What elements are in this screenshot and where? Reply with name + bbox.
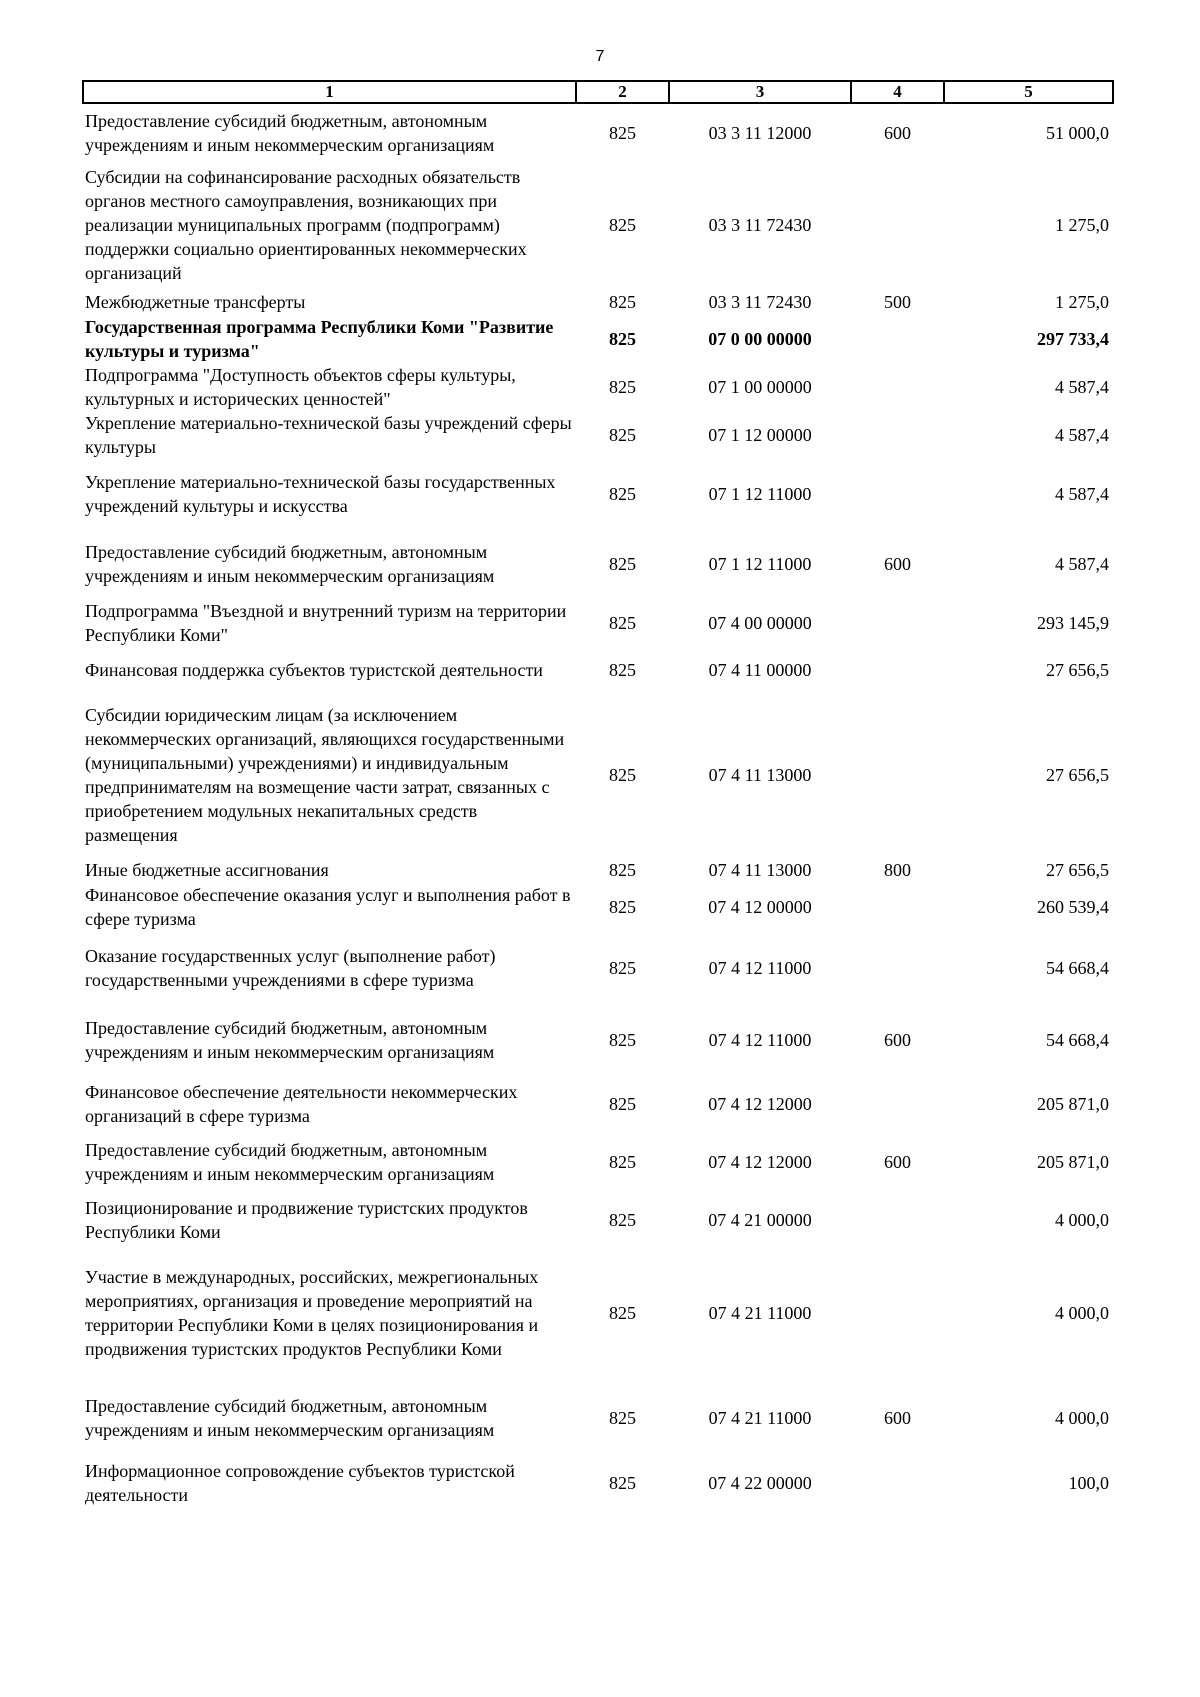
table-body: [83, 103, 1113, 1507]
row-expense-type: [851, 1459, 944, 1507]
row-name: Финансовая поддержка субъектов туристской деятельности: [85, 660, 543, 680]
row-expense-type: 600: [884, 1030, 911, 1050]
row-name: Субсидии юридическим лицам (за исключением некоммерческих организаций, являющихся государственными (муниципальными) учреждениями) и индивидуальным предпринимателям на возмещение части затрат, связанных с приобретением модульных некапитальных средств размещения: [85, 705, 565, 845]
row-name: Субсидии на софинансирование расходных обязательств органов местного самоуправления, возникающих при реализации муниципальных программ (подпрограмм) поддержки социально ориентированных некоммерческих организаций: [85, 167, 527, 283]
row-name: Предоставление субсидий бюджетным, автономным учреждениям и иным некоммерческим организациям: [85, 542, 495, 586]
row-name: Подпрограмма "Доступность объектов сферы культуры, культурных и исторических ценностей": [85, 365, 516, 409]
row-grbs-code: 825: [609, 425, 636, 445]
row-sum: 4 587,4: [1055, 484, 1109, 504]
row-target-article: 07 1 12 11000: [708, 554, 812, 574]
row-grbs-code: 825: [609, 897, 636, 917]
row-target-article: 07 4 22 00000: [708, 1473, 812, 1493]
row-sum: 51 000,0: [1046, 122, 1109, 143]
column-header-1: 1: [83, 81, 576, 103]
row-name: Предоставление субсидий бюджетным, автономным учреждениям и иным некоммерческим организациям: [85, 1018, 495, 1062]
row-sum: 27 656,5: [1046, 860, 1109, 880]
row-grbs-code: 825: [609, 1210, 636, 1230]
row-target-article: 03 3 11 12000: [708, 122, 812, 143]
row-expense-type: 600: [884, 554, 911, 574]
row-sum: 205 871,0: [1037, 1152, 1109, 1172]
table-header: [83, 81, 1113, 103]
table-row: [83, 693, 1113, 857]
row-grbs-code: 825: [609, 1152, 636, 1172]
column-header-4: 4: [851, 81, 944, 103]
row-sum: 100,0: [1068, 1473, 1109, 1493]
row-name: Иные бюджетные ассигнования: [85, 860, 329, 880]
row-expense-type: [851, 1249, 944, 1377]
row-expense-type: [851, 161, 944, 289]
row-target-article: 03 3 11 72430: [708, 215, 812, 235]
row-sum: 1 275,0: [1055, 292, 1109, 312]
row-grbs-code: 825: [609, 122, 636, 143]
row-expense-type: 600: [884, 1152, 911, 1172]
row-name: Подпрограмма "Въездной и внутренний туризм на территории Республики Коми": [85, 601, 567, 645]
row-sum: 260 539,4: [1037, 897, 1109, 917]
row-grbs-code: 825: [609, 1030, 636, 1050]
row-grbs-code: 825: [609, 292, 636, 312]
row-target-article: 07 4 11 00000: [708, 660, 812, 680]
row-grbs-code: 825: [609, 613, 636, 633]
row-sum: 4 000,0: [1055, 1210, 1109, 1230]
table-row: [83, 459, 1113, 529]
row-expense-type: 600: [884, 122, 911, 143]
row-target-article: 07 4 00 00000: [708, 613, 812, 633]
column-header-3: 3: [669, 81, 851, 103]
table-row: [83, 1249, 1113, 1377]
row-name: Участие в международных, российских, межрегиональных мероприятиях, организация и проведение мероприятий на территории Республики Коми в целях позиционирования и продвижения туристских продуктов Республики Коми: [85, 1267, 539, 1359]
row-expense-type: [851, 599, 944, 647]
row-grbs-code: 825: [609, 660, 636, 680]
row-sum: 4 587,4: [1055, 554, 1109, 574]
row-grbs-code: 825: [609, 860, 636, 880]
row-name: Предоставление субсидий бюджетным, автономным учреждениям и иным некоммерческим организациям: [85, 1140, 495, 1184]
row-sum: 4 000,0: [1055, 1408, 1109, 1428]
table-row: [83, 883, 1113, 931]
row-target-article: 07 0 00 00000: [708, 329, 812, 349]
row-grbs-code: 825: [609, 554, 636, 574]
row-sum: 205 871,0: [1037, 1094, 1109, 1114]
row-name: Информационное сопровождение субъектов туристской деятельности: [85, 1461, 515, 1505]
row-sum: 27 656,5: [1046, 660, 1109, 680]
row-expense-type: [851, 883, 944, 931]
table-row: [83, 289, 1113, 315]
row-name: Укрепление материально-технической базы государственных учреждений культуры и искусства: [85, 472, 556, 516]
row-target-article: 07 4 12 12000: [708, 1152, 812, 1172]
row-name: Государственная программа Республики Коми "Развитие культуры и туризма": [85, 317, 554, 361]
row-target-article: 07 1 12 00000: [708, 425, 812, 445]
header-row: [83, 81, 1113, 103]
row-grbs-code: 825: [609, 1473, 636, 1493]
table-row: [83, 1191, 1113, 1249]
table-row: [83, 363, 1113, 411]
row-grbs-code: 825: [609, 215, 636, 235]
table-row: [83, 529, 1113, 599]
row-sum: 4 587,4: [1055, 377, 1109, 397]
table-row: [83, 1075, 1113, 1133]
row-expense-type: 600: [884, 1408, 911, 1428]
row-target-article: 07 4 11 13000: [708, 860, 812, 880]
column-header-2: 2: [576, 81, 669, 103]
table-row: [83, 161, 1113, 289]
row-name: Предоставление субсидий бюджетным, автономным учреждениям и иным некоммерческим организациям: [85, 1396, 495, 1440]
row-expense-type: [851, 1191, 944, 1249]
row-name: Предоставление субсидий бюджетным, автономным учреждениям и иным некоммерческим организациям: [85, 110, 495, 155]
row-name: Оказание государственных услуг (выполнение работ) государственными учреждениями в сфере туризма: [85, 946, 496, 990]
row-target-article: 07 4 12 11000: [708, 958, 812, 978]
row-sum: 293 145,9: [1037, 613, 1109, 633]
row-grbs-code: 825: [609, 1408, 636, 1428]
row-sum: 4 587,4: [1055, 425, 1109, 445]
row-sum: 27 656,5: [1046, 765, 1109, 785]
row-grbs-code: 825: [609, 484, 636, 504]
row-grbs-code: 825: [609, 1094, 636, 1114]
row-target-article: 03 3 11 72430: [708, 292, 812, 312]
row-target-article: 07 4 21 11000: [708, 1408, 812, 1428]
table-row: [83, 1459, 1113, 1507]
row-name: Финансовое обеспечение деятельности некоммерческих организаций в сфере туризма: [85, 1082, 518, 1126]
table-row: [83, 857, 1113, 883]
table-row: [83, 647, 1113, 693]
row-name: Межбюджетные трансферты: [85, 292, 306, 312]
row-grbs-code: 825: [609, 765, 636, 785]
row-expense-type: [851, 315, 944, 363]
row-expense-type: [851, 1075, 944, 1133]
row-sum: 54 668,4: [1046, 958, 1109, 978]
column-header-5: 5: [944, 81, 1113, 103]
row-grbs-code: 825: [609, 958, 636, 978]
table-row: [83, 315, 1113, 363]
table-row: [83, 1377, 1113, 1459]
row-grbs-code: 825: [609, 377, 636, 397]
row-sum: 54 668,4: [1046, 1030, 1109, 1050]
row-expense-type: 800: [884, 860, 911, 880]
row-expense-type: [851, 647, 944, 693]
table-row: [83, 411, 1113, 459]
row-target-article: 07 4 21 00000: [708, 1210, 812, 1230]
row-name: Позиционирование и продвижение туристских продуктов Республики Коми: [85, 1198, 528, 1242]
table-row: [83, 103, 1113, 161]
row-grbs-code: 825: [609, 1303, 636, 1323]
budget-table: [82, 80, 1114, 1507]
row-target-article: 07 4 11 13000: [708, 765, 812, 785]
row-expense-type: [851, 459, 944, 529]
row-grbs-code: 825: [609, 329, 636, 349]
row-sum: 1 275,0: [1055, 215, 1109, 235]
table-row: [83, 599, 1113, 647]
row-target-article: 07 4 12 00000: [708, 897, 812, 917]
row-sum: 4 000,0: [1055, 1303, 1109, 1323]
row-expense-type: 500: [884, 292, 911, 312]
row-expense-type: [851, 693, 944, 857]
row-name: Укрепление материально-технической базы учреждений сферы культуры: [85, 413, 572, 457]
row-expense-type: [851, 411, 944, 459]
row-target-article: 07 4 12 11000: [708, 1030, 812, 1050]
row-name: Финансовое обеспечение оказания услуг и выполнения работ в сфере туризма: [85, 885, 571, 929]
table-row: [83, 1005, 1113, 1075]
row-target-article: 07 4 21 11000: [708, 1303, 812, 1323]
page-number: 7: [595, 48, 605, 65]
table-row: [83, 931, 1113, 1005]
row-expense-type: [851, 363, 944, 411]
row-target-article: 07 1 00 00000: [708, 377, 812, 397]
row-sum: 297 733,4: [1037, 329, 1109, 349]
row-target-article: 07 1 12 11000: [708, 484, 812, 504]
row-expense-type: [851, 931, 944, 1005]
table-row: [83, 1133, 1113, 1191]
row-target-article: 07 4 12 12000: [708, 1094, 812, 1114]
